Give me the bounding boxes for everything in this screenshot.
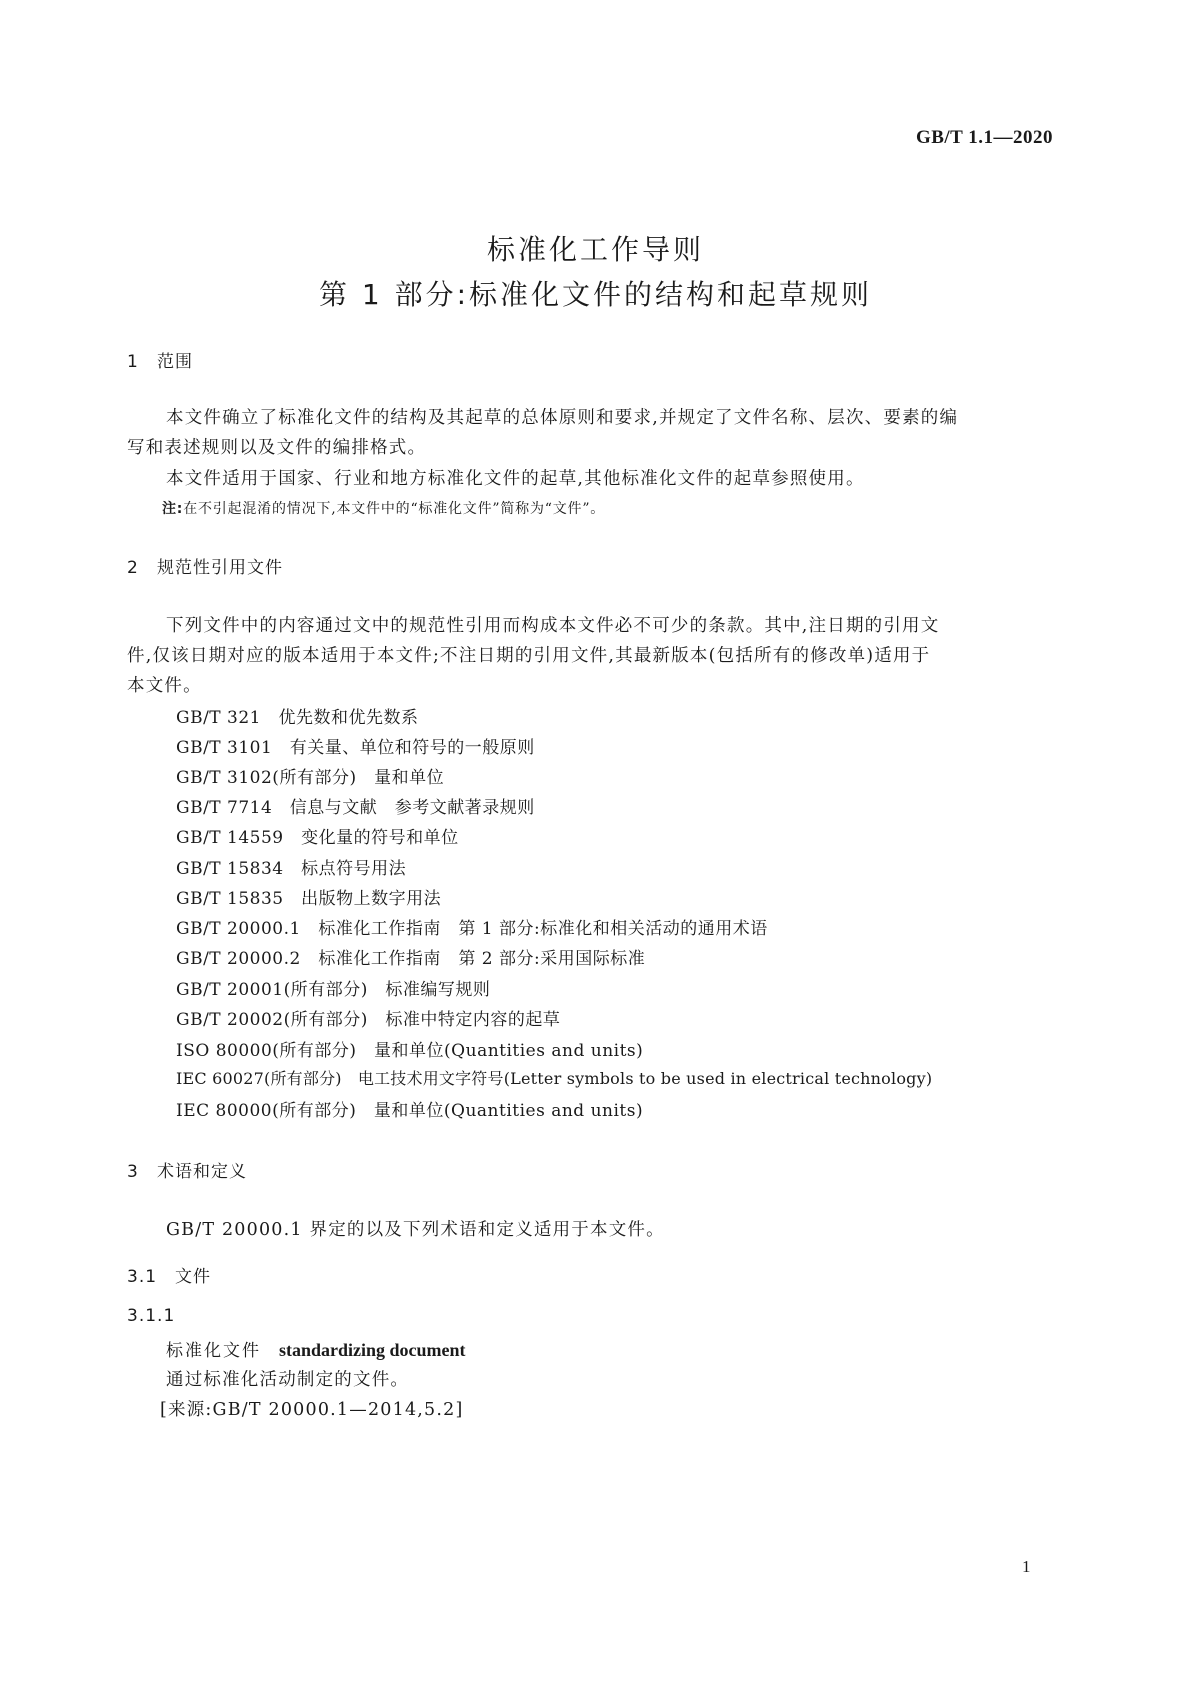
section-1-heading bbox=[127, 347, 193, 372]
reference-item: GB/T 7714 信息与文献 参考文献著录规则 bbox=[176, 798, 535, 818]
section-1-para1-line1: 本文件确立了标准化文件的结构及其起草的总体原则和要求,并规定了文件名称、层次、要素的编 bbox=[166, 408, 959, 428]
reference-item: GB/T 321 优先数和优先数系 bbox=[176, 708, 419, 728]
document-title-line1: 标准化工作导则 bbox=[486, 233, 704, 266]
section-3-number: 3 bbox=[127, 1162, 139, 1182]
term-english: standardizing document bbox=[279, 1340, 466, 1360]
reference-item: GB/T 3101 有关量、单位和符号的一般原则 bbox=[176, 738, 535, 758]
reference-item: GB/T 20002(所有部分) 标准中特定内容的起草 bbox=[176, 1010, 561, 1030]
page-number: 1 bbox=[1022, 1557, 1031, 1576]
section-3-heading bbox=[127, 1157, 247, 1182]
reference-item: IEC 60027(所有部分) 电工技术用文字符号(Letter symbols to be used in electrical technology) bbox=[176, 1069, 933, 1088]
section-1-note bbox=[162, 498, 605, 518]
subsection-3-1-title: 文件 bbox=[175, 1267, 211, 1287]
term-definition: 通过标准化活动制定的文件。 bbox=[166, 1370, 410, 1390]
reference-item: GB/T 20001(所有部分) 标准编写规则 bbox=[176, 980, 491, 1000]
section-2-para-line3: 本文件。 bbox=[127, 676, 202, 696]
reference-item: GB/T 3102(所有部分) 量和单位 bbox=[176, 768, 445, 788]
term-source: [来源:GB/T 20000.1—2014,5.2] bbox=[160, 1400, 464, 1420]
section-1-para2: 本文件适用于国家、行业和地方标准化文件的起草,其他标准化文件的起草参照使用。 bbox=[166, 469, 865, 489]
note-text: 在不引起混淆的情况下,本文件中的“标准化文件”简称为“文件”。 bbox=[183, 501, 606, 517]
section-2-para-line1: 下列文件中的内容通过文中的规范性引用而构成本文件必不可少的条款。其中,注日期的引用文 bbox=[166, 616, 940, 636]
term-entry bbox=[166, 1336, 466, 1361]
section-2-heading bbox=[127, 553, 283, 578]
term-chinese: 标准化文件 bbox=[166, 1341, 261, 1361]
term-number: 3.1.1 bbox=[127, 1306, 176, 1326]
section-1-title: 范围 bbox=[157, 352, 193, 372]
section-2-para-line2: 件,仅该日期对应的版本适用于本文件;不注日期的引用文件,其最新版本(包括所有的修改单)适用于 bbox=[127, 646, 931, 666]
note-label: 注: bbox=[162, 501, 184, 517]
section-1-number: 1 bbox=[127, 352, 139, 372]
section-1-para1-line2: 写和表述规则以及文件的编排格式。 bbox=[127, 438, 427, 458]
section-2-title: 规范性引用文件 bbox=[157, 558, 283, 578]
subsection-3-1-number: 3.1 bbox=[127, 1267, 158, 1287]
reference-item: IEC 80000(所有部分) 量和单位(Quantities and units) bbox=[176, 1101, 644, 1121]
reference-item: GB/T 20000.1 标准化工作指南 第 1 部分:标准化和相关活动的通用术语 bbox=[176, 919, 768, 939]
reference-item: GB/T 14559 变化量的符号和单位 bbox=[176, 828, 459, 848]
section-3-para: GB/T 20000.1 界定的以及下列术语和定义适用于本文件。 bbox=[166, 1220, 665, 1240]
reference-item: GB/T 20000.2 标准化工作指南 第 2 部分:采用国际标准 bbox=[176, 949, 646, 969]
reference-item: GB/T 15835 出版物上数字用法 bbox=[176, 889, 442, 909]
document-code: GB/T 1.1—2020 bbox=[915, 127, 1053, 148]
subsection-3-1-heading bbox=[127, 1262, 211, 1287]
document-title-line2: 第 1 部分:标准化文件的结构和起草规则 bbox=[318, 278, 873, 311]
section-3-title: 术语和定义 bbox=[157, 1162, 247, 1182]
reference-item: GB/T 15834 标点符号用法 bbox=[176, 859, 407, 879]
reference-item: ISO 80000(所有部分) 量和单位(Quantities and units) bbox=[176, 1041, 644, 1061]
section-2-number: 2 bbox=[127, 558, 139, 578]
